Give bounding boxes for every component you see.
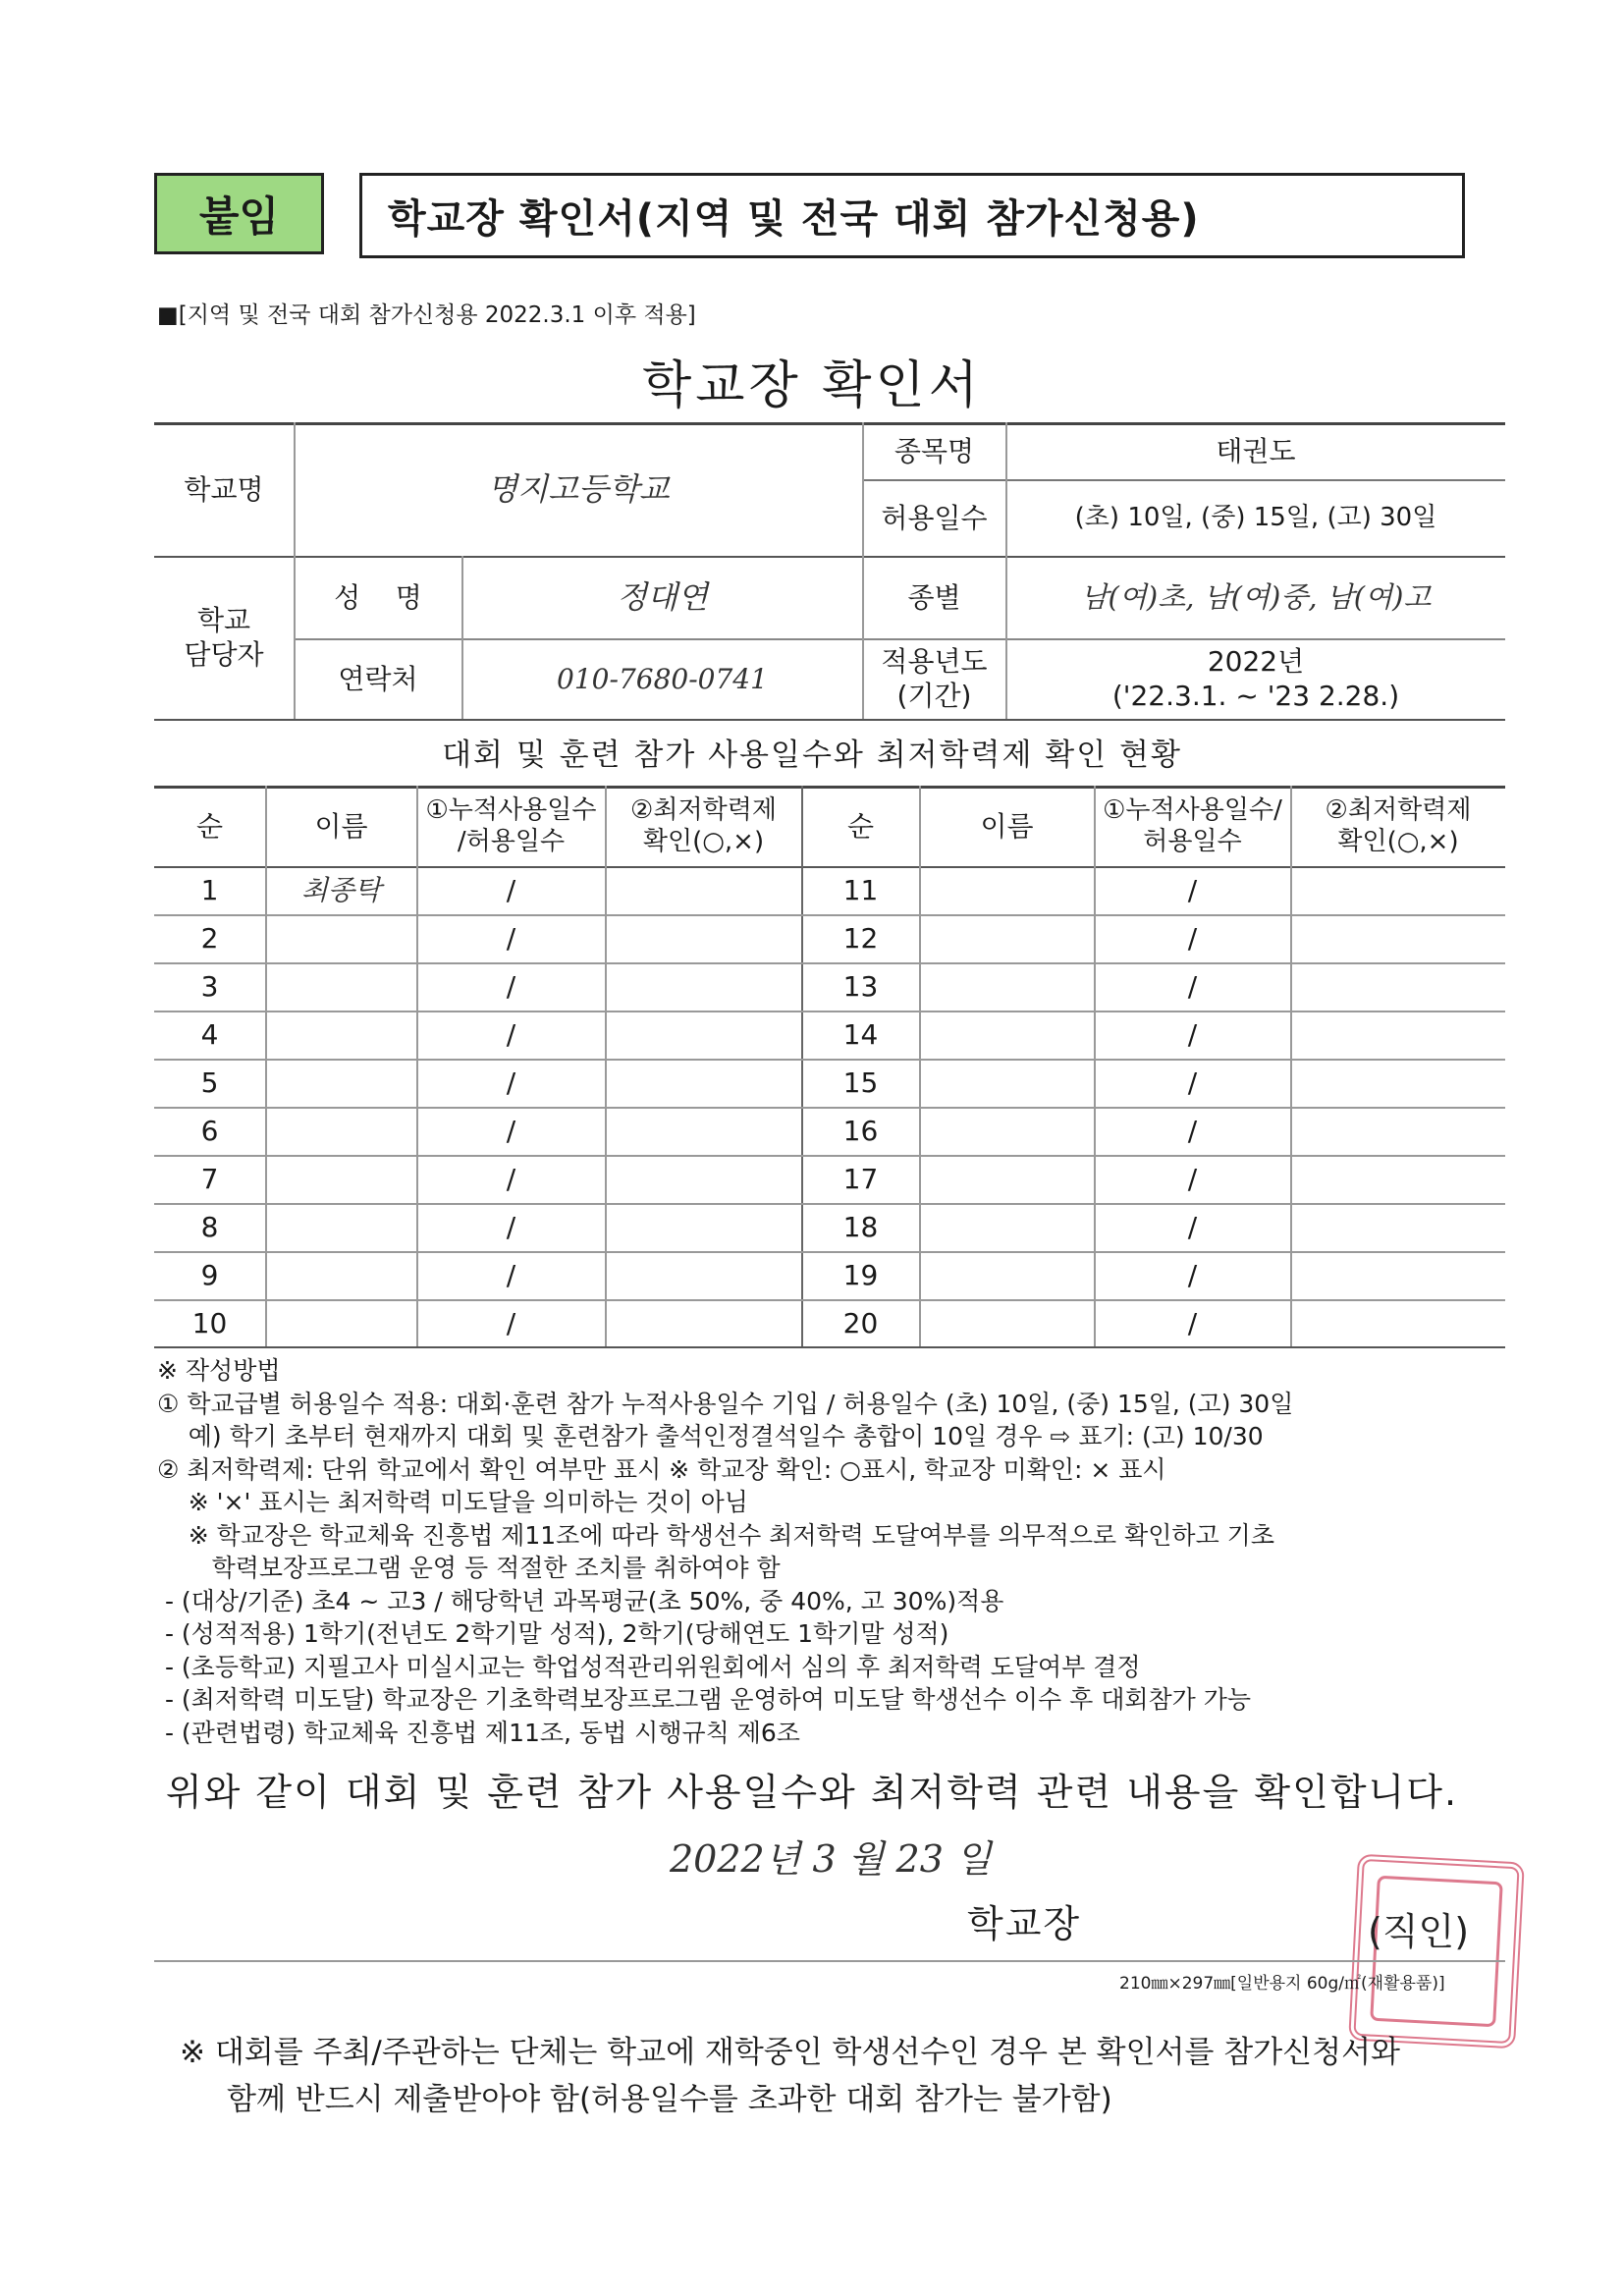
- row-name-right: [920, 866, 1094, 914]
- instruction-line: ※ 작성방법: [157, 1356, 281, 1385]
- row-no-left: 3: [200, 970, 219, 1003]
- instruction-line: 예) 학기 초부터 현재까지 대회 및 훈련참가 출석인정결석일수 총합이 10일 경우 ⇨ 표기: (고) 10/30: [157, 1422, 1264, 1450]
- applicability-note: ■[지역 및 전국 대회 참가신청용 2022.3.1 이후 적용]: [157, 302, 696, 328]
- row-days-left: /: [506, 1211, 516, 1243]
- row-no-right: 16: [842, 1115, 879, 1147]
- row-days-right: /: [1187, 922, 1198, 955]
- row-no-right: 14: [842, 1018, 879, 1051]
- contact-value: 010-7680-0741: [557, 662, 768, 695]
- row-no-right: 15: [842, 1066, 879, 1099]
- row-name-left: [266, 962, 416, 1011]
- paper-size-note: 210㎜×297㎜[일반용지 60g/㎡(재활용품)]: [1119, 1974, 1445, 1994]
- row-days-right: /: [1187, 1259, 1198, 1291]
- instruction-line: - (성적적용) 1학기(전년도 2학기말 성적), 2학기(당해연도 1학기말 성적): [157, 1619, 949, 1648]
- row-days-right: /: [1187, 1115, 1198, 1147]
- row-no-left: 2: [200, 922, 219, 955]
- row-no-right: 11: [842, 874, 879, 906]
- year-value: 2022년 ('22.3.1. ~ '23 2.28.): [1111, 645, 1400, 712]
- allowed-days-value: (초) 10일, (중) 15일, (고) 30일: [1074, 502, 1437, 532]
- row-no-left: 4: [200, 1018, 219, 1051]
- row-name-right: [920, 1251, 1094, 1299]
- row-days-left: /: [506, 1259, 516, 1291]
- row-name-right: [920, 1107, 1094, 1155]
- row-academic-left: [606, 866, 801, 914]
- row-days-left: /: [506, 1018, 516, 1051]
- row-academic-right: [1291, 1107, 1505, 1155]
- row-days-right: /: [1187, 1066, 1198, 1099]
- row-no-left: 6: [200, 1115, 219, 1147]
- row-name-left: [266, 1155, 416, 1203]
- confirmation-statement: 위와 같이 대회 및 훈련 참가 사용일수와 최저학력 관련 내용을 확인합니다.: [165, 1771, 1459, 1814]
- row-name-right: [920, 1011, 1094, 1059]
- row-no-left: 7: [200, 1163, 219, 1195]
- row-academic-right: [1291, 914, 1505, 962]
- row-academic-right: [1291, 1203, 1505, 1251]
- attachment-badge: 붙임: [154, 173, 324, 254]
- row-days-right: /: [1187, 970, 1198, 1003]
- page-title: 학교장 확인서: [642, 356, 982, 415]
- row-academic-left: [606, 1251, 801, 1299]
- instruction-line: - (관련법령) 학교체육 진흥법 제11조, 동법 시행규칙 제6조: [157, 1718, 800, 1747]
- footer-line-2: 함께 반드시 제출받아야 함(허용일수를 초과한 대회 참가는 불가함): [227, 2082, 1112, 2118]
- instruction-line: - (초등학교) 지필고사 미실시교는 학업성적관리위원회에서 심의 후 최저학력 도달여부 결정: [157, 1652, 1141, 1681]
- event-label: 종목명: [893, 434, 975, 467]
- footer-line-1: ※ 대회를 주최/주관하는 단체는 학교에 재학중인 학생선수인 경우 본 확인서를 참가신청서와: [180, 2035, 1400, 2070]
- col-no-right: 순: [846, 809, 875, 843]
- row-name-right: [920, 1299, 1094, 1347]
- row-days-right: /: [1187, 1163, 1198, 1195]
- row-days-right: /: [1187, 874, 1198, 906]
- row-no-left: 9: [200, 1259, 219, 1291]
- row-name-left: 최종탁: [300, 874, 382, 906]
- col-days-right: ①누적사용일수/ 허용일수: [1103, 794, 1282, 856]
- school-name-label: 학교명: [184, 472, 264, 506]
- row-academic-right: [1291, 1155, 1505, 1203]
- allowed-days-label: 허용일수: [881, 501, 988, 534]
- row-name-left: [266, 1299, 416, 1347]
- col-days-left: ①누적사용일수 /허용일수: [425, 794, 597, 856]
- row-no-left: 5: [200, 1066, 219, 1099]
- row-days-left: /: [506, 1163, 516, 1195]
- row-name-left: [266, 1203, 416, 1251]
- row-academic-left: [606, 914, 801, 962]
- row-no-right: 17: [842, 1163, 879, 1195]
- year-label: 적용년도 (기간): [881, 645, 988, 712]
- row-no-right: 20: [842, 1307, 879, 1339]
- col-name-right: 이름: [980, 809, 1034, 843]
- row-no-right: 18: [842, 1211, 879, 1243]
- row-no-left: 8: [200, 1211, 219, 1243]
- row-days-left: /: [506, 1115, 516, 1147]
- col-academic-left: ②최저학력제 확인(○,×): [630, 794, 777, 856]
- footer-note: [180, 2029, 1400, 2123]
- row-name-left: [266, 1011, 416, 1059]
- row-name-left: [266, 914, 416, 962]
- row-name-right: [920, 962, 1094, 1011]
- row-academic-left: [606, 1011, 801, 1059]
- row-days-left: /: [506, 970, 516, 1003]
- col-no-left: 순: [195, 809, 224, 843]
- row-name-right: [920, 914, 1094, 962]
- row-academic-right: [1291, 866, 1505, 914]
- row-no-right: 19: [842, 1259, 879, 1291]
- col-name-left: 이름: [314, 809, 368, 843]
- instruction-line: ※ 학교장은 학교체육 진흥법 제11조에 따라 학생선수 최저학력 도달여부를 의무적으로 확인하고 기초: [157, 1520, 1274, 1550]
- row-academic-left: [606, 1107, 801, 1155]
- form-headline: 학교장 확인서(지역 및 전국 대회 참가신청용): [359, 173, 1465, 258]
- instruction-line: ① 학교급별 허용일수 적용: 대회·훈련 참가 누적사용일수 기입 / 허용일수 (초) 10일, (중) 15일, (고) 30일: [157, 1389, 1294, 1418]
- row-academic-left: [606, 962, 801, 1011]
- gender-value: 남(여)초, 남(여)중, 남(여)고: [1080, 579, 1432, 614]
- row-academic-right: [1291, 1251, 1505, 1299]
- row-days-right: /: [1187, 1018, 1198, 1051]
- instruction-line: - (최저학력 미도달) 학교장은 기초학력보장프로그램 운영하여 미도달 학생선수 이수 후 대회참가 가능: [157, 1685, 1252, 1714]
- instruction-line: 학력보장프로그램 운영 등 적절한 조치를 취하여야 함: [157, 1554, 781, 1582]
- staff-label: 학교 담당자: [184, 604, 264, 671]
- event-value: 태권도: [1216, 434, 1296, 467]
- instruction-line: ② 최저학력제: 단위 학교에서 확인 여부만 표시 ※ 학교장 확인: ○표시, 학교장 미확인: × 표시: [157, 1454, 1166, 1484]
- row-days-right: /: [1187, 1307, 1198, 1339]
- instruction-line: - (대상/기준) 초4 ~ 고3 / 해당학년 과목평균(초 50%, 중 40%, 고 30%)적용: [157, 1586, 1004, 1615]
- instructions: [157, 1354, 1532, 1749]
- row-academic-left: [606, 1155, 801, 1203]
- participation-title: 대회 및 훈련 참가 사용일수와 최저학력제 확인 현황: [442, 738, 1182, 773]
- row-academic-right: [1291, 1011, 1505, 1059]
- row-days-left: /: [506, 922, 516, 955]
- row-no-left: 1: [200, 874, 219, 906]
- row-name-left: [266, 1107, 416, 1155]
- staff-name-label: 성 명: [334, 580, 422, 614]
- confirmation-date: 2022년 3 월 23 일: [670, 1837, 992, 1881]
- row-academic-right: [1291, 1059, 1505, 1107]
- row-days-left: /: [506, 874, 516, 906]
- row-academic-right: [1291, 962, 1505, 1011]
- row-name-right: [920, 1203, 1094, 1251]
- row-days-right: /: [1187, 1211, 1198, 1243]
- staff-name-value: 정대연: [617, 578, 708, 616]
- school-name-value: 명지고등학교: [487, 470, 670, 508]
- row-no-right: 12: [842, 922, 879, 955]
- row-name-right: [920, 1059, 1094, 1107]
- row-no-right: 13: [842, 970, 879, 1003]
- gender-label: 종별: [907, 580, 961, 614]
- row-academic-left: [606, 1059, 801, 1107]
- row-name-left: [266, 1251, 416, 1299]
- instruction-line: ※ '×' 표시는 최저학력 미도달을 의미하는 것이 아님: [157, 1488, 748, 1516]
- row-days-left: /: [506, 1066, 516, 1099]
- row-academic-left: [606, 1299, 801, 1347]
- row-name-right: [920, 1155, 1094, 1203]
- row-name-left: [266, 1059, 416, 1107]
- row-days-left: /: [506, 1307, 516, 1339]
- principal-label: 학교장: [967, 1902, 1082, 1945]
- row-no-left: 10: [191, 1307, 228, 1339]
- row-academic-right: [1291, 1299, 1505, 1347]
- contact-label: 연락처: [338, 662, 418, 695]
- row-academic-left: [606, 1203, 801, 1251]
- seal-label: (직인): [1368, 1910, 1470, 1953]
- col-academic-right: ②최저학력제 확인(○,×): [1325, 794, 1472, 856]
